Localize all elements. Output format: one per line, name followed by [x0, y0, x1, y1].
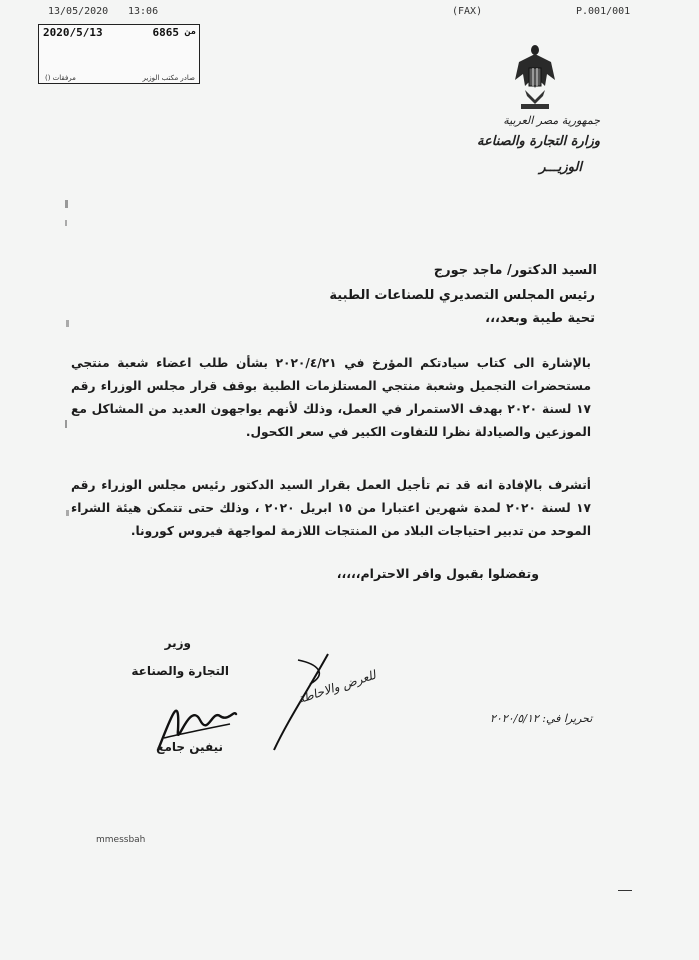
fax-label: (FAX) [452, 6, 483, 17]
addressee-title: رئيس المجلس التصديري للصناعات الطبية [329, 288, 595, 303]
eagle-emblem-icon [513, 42, 557, 110]
fax-page: P.001/001 [576, 6, 631, 17]
letterhead [470, 40, 600, 190]
body-paragraph-1: بالإشارة الى كتاب سيادتكم المؤرخ في ٢٠٢٠/٤/٢١ بشأن طلب اعضاء شعبة منتجي مستحضرات التجميل وشعبة منتجي المستلزمات الطبية بوقف قرار مجلس الوزراء رقم ١٧ لسنة ٢٠٢٠ بهدف الاستمرار في العمل، وذلك لأنهم يواجهون العديد من المشاكل مع الموزعين والصيادلة نظرا للتفاوت الكبير في سعر الكحول. [71, 356, 592, 439]
greeting: تحية طيبة وبعد،،، [485, 311, 595, 326]
stamp-prefix: من [185, 27, 196, 37]
stamp-number: 6865 [152, 26, 179, 39]
ministry-name: وزارة التجارة والصناعة [477, 134, 600, 149]
corner-mark [618, 890, 632, 897]
signatory-title-line2: التجارة والصناعة [131, 664, 229, 678]
handwritten-note: للعرض والاحاطة [295, 667, 378, 707]
fax-date: 13/05/2020 [48, 6, 109, 17]
closing-line: وتفضلوا بقبول وافر الاحترام،،،،، [336, 566, 539, 581]
signatory-name: نيفين جامع [156, 740, 223, 754]
body-paragraph-2: أتشرف بالإفادة انه قد تم تأجيل العمل بقرار السيد الدكتور رئيس مجلس الوزراء رقم ١٧ لسنة ٢٠٢٠ لمدة شهرين اعتبارا من ١٥ ابريل ٢٠٢٠ ، وذلك حتى تتمكن هيئة الشراء الموحد من تدبير احتياجات البلاد من المنتجات اللازمة لمواجهة فيروس كورونا. [71, 478, 591, 538]
stamp-attachments: مرفقات () [45, 74, 76, 82]
edit-date: تحريرا في: ٢٠٢٠/٥/١٢ [490, 712, 593, 725]
barcode-icon [43, 40, 193, 70]
country-name: جمهورية مصر العربية [503, 114, 600, 127]
footer-text: mmessbah [96, 835, 146, 845]
stamp-label: صادر مكتب الوزير [142, 74, 195, 82]
stamp-date: 2020/5/13 [43, 26, 103, 39]
signatory-title-line1: وزير [164, 636, 191, 650]
minister-office: الوزيـــر [539, 160, 582, 175]
fax-header [0, 6, 699, 20]
outgoing-stamp [38, 24, 200, 84]
fax-time: 13:06 [128, 6, 159, 17]
addressee-name: السيد الدكتور/ ماجد جورج [433, 263, 597, 278]
